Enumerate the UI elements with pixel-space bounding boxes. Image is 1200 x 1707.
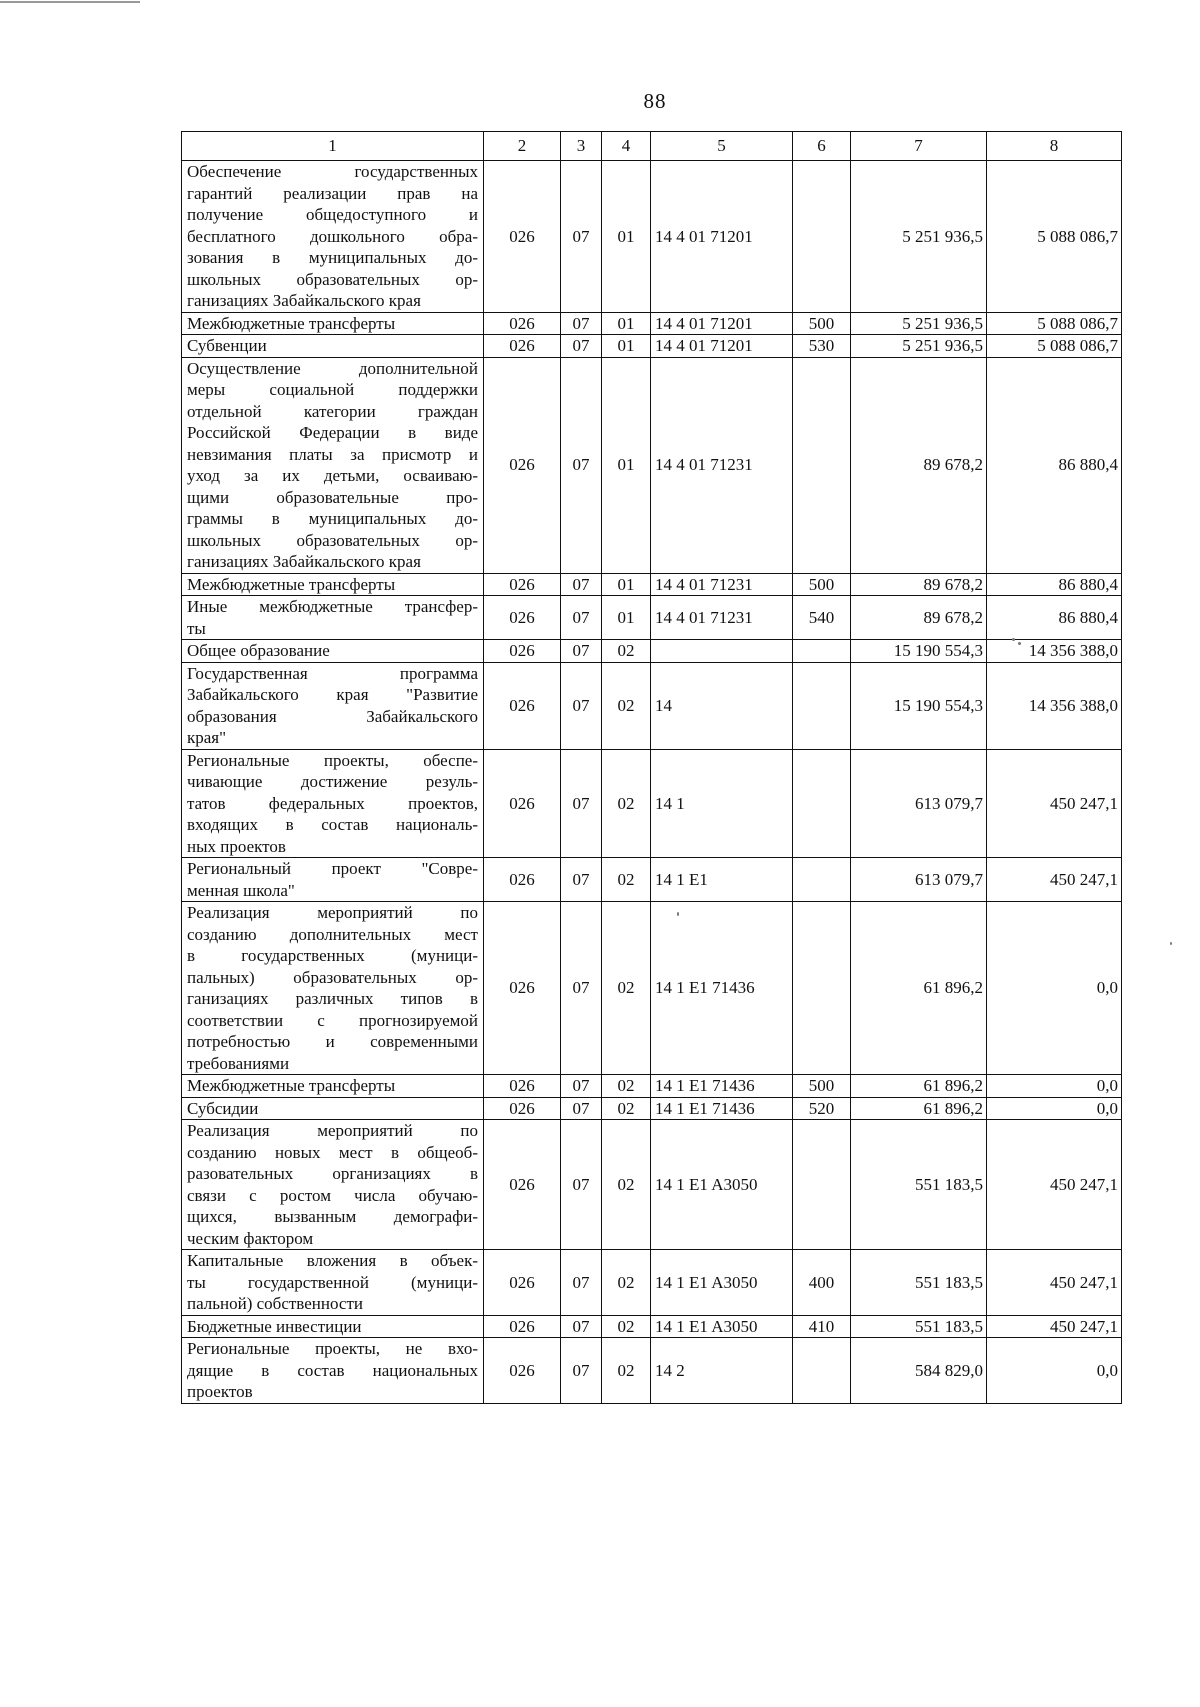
section-cell: 07 bbox=[561, 749, 602, 858]
table-row bbox=[182, 1120, 1122, 1250]
name-cell: Реализация мероприятий по созданию дополнительных мест в государственных (муници- пальных) образовательных ор- ганизациях различных типов в соответствии с прогнозируемой потребностью и современными требованиями bbox=[182, 902, 484, 1075]
admin-code-cell: 026 bbox=[484, 357, 561, 573]
table-row bbox=[182, 1097, 1122, 1120]
amount-year1-cell: 15 190 554,3 bbox=[851, 662, 987, 749]
subsection-cell: 02 bbox=[602, 1075, 651, 1098]
amount-year1-cell: 551 183,5 bbox=[851, 1120, 987, 1250]
amount-year2-cell: 450 247,1 bbox=[987, 1315, 1122, 1338]
expense-type-cell bbox=[793, 662, 851, 749]
scan-edge-line bbox=[0, 1, 140, 3]
amount-year2-cell: 5 088 086,7 bbox=[987, 161, 1122, 313]
admin-code-cell: 026 bbox=[484, 335, 561, 358]
table-row bbox=[182, 1315, 1122, 1338]
subsection-cell: 02 bbox=[602, 1338, 651, 1404]
amount-year1-cell: 584 829,0 bbox=[851, 1338, 987, 1404]
section-cell: 07 bbox=[561, 640, 602, 663]
target-article-cell: 14 1 E1 71436 bbox=[651, 1075, 793, 1098]
admin-code-cell: 026 bbox=[484, 161, 561, 313]
name-cell: Региональные проекты, обеспе- чивающие достижение резуль- татов федеральных проектов, входящих в состав националь- ных проектов bbox=[182, 749, 484, 858]
name-cell: Иные межбюджетные трансфер- ты bbox=[182, 596, 484, 640]
subsection-cell: 01 bbox=[602, 357, 651, 573]
expense-type-cell: 500 bbox=[793, 573, 851, 596]
expense-type-cell: 530 bbox=[793, 335, 851, 358]
table-row bbox=[182, 1250, 1122, 1316]
section-cell: 07 bbox=[561, 1315, 602, 1338]
section-cell: 07 bbox=[561, 662, 602, 749]
expense-type-cell bbox=[793, 749, 851, 858]
expense-type-cell bbox=[793, 902, 851, 1075]
amount-year1-cell: 61 896,2 bbox=[851, 902, 987, 1075]
name-cell: Осуществление дополнительной меры социальной поддержки отдельной категории граждан Российской Федерации в виде невзимания платы за присмотр и уход за их детьми, осваиваю- щими образовательные про- граммы в муниципальных до- школьных образовательных ор- ганизациях Забайкальского края bbox=[182, 357, 484, 573]
column-header-1: 1 bbox=[182, 132, 484, 161]
subsection-cell: 02 bbox=[602, 902, 651, 1075]
section-cell: 07 bbox=[561, 1075, 602, 1098]
table-row bbox=[182, 858, 1122, 902]
scan-speck bbox=[1170, 942, 1172, 945]
column-header-8: 8 bbox=[987, 132, 1122, 161]
target-article-cell: 14 4 01 71231 bbox=[651, 357, 793, 573]
amount-year1-cell: 61 896,2 bbox=[851, 1097, 987, 1120]
name-cell: Субвенции bbox=[182, 335, 484, 358]
name-cell: Межбюджетные трансферты bbox=[182, 573, 484, 596]
column-header-7: 7 bbox=[851, 132, 987, 161]
amount-year2-cell: 5 088 086,7 bbox=[987, 335, 1122, 358]
table-row bbox=[182, 312, 1122, 335]
target-article-cell: 14 1 E1 A3050 bbox=[651, 1250, 793, 1316]
column-header-2: 2 bbox=[484, 132, 561, 161]
subsection-cell: 01 bbox=[602, 161, 651, 313]
subsection-cell: 02 bbox=[602, 858, 651, 902]
amount-year1-cell: 5 251 936,5 bbox=[851, 312, 987, 335]
amount-year2-cell: 0,0 bbox=[987, 1097, 1122, 1120]
subsection-cell: 02 bbox=[602, 1097, 651, 1120]
table-row bbox=[182, 161, 1122, 313]
table-row bbox=[182, 573, 1122, 596]
amount-year2-cell: 86 880,4 bbox=[987, 573, 1122, 596]
expense-type-cell: 500 bbox=[793, 312, 851, 335]
expense-type-cell: 400 bbox=[793, 1250, 851, 1316]
subsection-cell: 02 bbox=[602, 749, 651, 858]
subsection-cell: 01 bbox=[602, 312, 651, 335]
amount-year2-cell: 14 356 388,0 bbox=[987, 640, 1122, 663]
amount-year2-cell: 86 880,4 bbox=[987, 596, 1122, 640]
table-row bbox=[182, 1075, 1122, 1098]
section-cell: 07 bbox=[561, 902, 602, 1075]
name-cell: Региональные проекты, не вхо- дящие в состав национальных проектов bbox=[182, 1338, 484, 1404]
table-row bbox=[182, 357, 1122, 573]
name-cell: Межбюджетные трансферты bbox=[182, 1075, 484, 1098]
admin-code-cell: 026 bbox=[484, 1097, 561, 1120]
admin-code-cell: 026 bbox=[484, 902, 561, 1075]
amount-year2-cell: 450 247,1 bbox=[987, 1120, 1122, 1250]
amount-year1-cell: 613 079,7 bbox=[851, 858, 987, 902]
scan-speck bbox=[1012, 638, 1015, 641]
table-row bbox=[182, 596, 1122, 640]
name-cell: Общее образование bbox=[182, 640, 484, 663]
section-cell: 07 bbox=[561, 1097, 602, 1120]
table-row bbox=[182, 335, 1122, 358]
subsection-cell: 01 bbox=[602, 335, 651, 358]
budget-table-body bbox=[182, 132, 1122, 1404]
table-row bbox=[182, 1338, 1122, 1404]
target-article-cell: 14 2 bbox=[651, 1338, 793, 1404]
column-header-5: 5 bbox=[651, 132, 793, 161]
table-header-row bbox=[182, 132, 1122, 161]
target-article-cell bbox=[651, 640, 793, 663]
column-header-6: 6 bbox=[793, 132, 851, 161]
expense-type-cell bbox=[793, 357, 851, 573]
amount-year2-cell: 0,0 bbox=[987, 1075, 1122, 1098]
amount-year1-cell: 89 678,2 bbox=[851, 357, 987, 573]
amount-year1-cell: 61 896,2 bbox=[851, 1075, 987, 1098]
target-article-cell: 14 4 01 71231 bbox=[651, 573, 793, 596]
name-cell: Капитальные вложения в объек- ты государственной (муници- пальной) собственности bbox=[182, 1250, 484, 1316]
section-cell: 07 bbox=[561, 573, 602, 596]
target-article-cell: 14 1 E1 bbox=[651, 858, 793, 902]
expense-type-cell: 410 bbox=[793, 1315, 851, 1338]
amount-year1-cell: 551 183,5 bbox=[851, 1250, 987, 1316]
amount-year1-cell: 89 678,2 bbox=[851, 596, 987, 640]
amount-year2-cell: 86 880,4 bbox=[987, 357, 1122, 573]
expense-type-cell bbox=[793, 1338, 851, 1404]
target-article-cell: 14 4 01 71201 bbox=[651, 312, 793, 335]
scan-speck bbox=[1018, 642, 1021, 645]
name-cell: Субсидии bbox=[182, 1097, 484, 1120]
expense-type-cell bbox=[793, 161, 851, 313]
table-row bbox=[182, 749, 1122, 858]
section-cell: 07 bbox=[561, 357, 602, 573]
subsection-cell: 02 bbox=[602, 1120, 651, 1250]
subsection-cell: 02 bbox=[602, 662, 651, 749]
table-row bbox=[182, 640, 1122, 663]
admin-code-cell: 026 bbox=[484, 749, 561, 858]
name-cell: Бюджетные инвестиции bbox=[182, 1315, 484, 1338]
amount-year1-cell: 89 678,2 bbox=[851, 573, 987, 596]
admin-code-cell: 026 bbox=[484, 312, 561, 335]
target-article-cell: 14 bbox=[651, 662, 793, 749]
subsection-cell: 01 bbox=[602, 573, 651, 596]
table-row bbox=[182, 662, 1122, 749]
target-article-cell: 14 1 E1 A3050 bbox=[651, 1120, 793, 1250]
section-cell: 07 bbox=[561, 312, 602, 335]
subsection-cell: 02 bbox=[602, 1250, 651, 1316]
expense-type-cell: 540 bbox=[793, 596, 851, 640]
name-cell: Реализация мероприятий по созданию новых мест в общеоб- разовательных организациях в связи с ростом числа обучаю- щихся, вызванным демографи- ческим фактором bbox=[182, 1120, 484, 1250]
amount-year2-cell: 450 247,1 bbox=[987, 858, 1122, 902]
amount-year2-cell: 450 247,1 bbox=[987, 1250, 1122, 1316]
amount-year1-cell: 613 079,7 bbox=[851, 749, 987, 858]
admin-code-cell: 026 bbox=[484, 1120, 561, 1250]
name-cell: Региональный проект "Совре- менная школа" bbox=[182, 858, 484, 902]
amount-year2-cell: 450 247,1 bbox=[987, 749, 1122, 858]
admin-code-cell: 026 bbox=[484, 1315, 561, 1338]
section-cell: 07 bbox=[561, 596, 602, 640]
amount-year1-cell: 5 251 936,5 bbox=[851, 335, 987, 358]
section-cell: 07 bbox=[561, 1250, 602, 1316]
column-header-4: 4 bbox=[602, 132, 651, 161]
target-article-cell: 14 1 E1 71436 bbox=[651, 902, 793, 1075]
admin-code-cell: 026 bbox=[484, 640, 561, 663]
target-article-cell: 14 4 01 71201 bbox=[651, 335, 793, 358]
target-article-cell: 14 4 01 71201 bbox=[651, 161, 793, 313]
amount-year2-cell: 0,0 bbox=[987, 902, 1122, 1075]
table-row bbox=[182, 902, 1122, 1075]
amount-year1-cell: 15 190 554,3 bbox=[851, 640, 987, 663]
admin-code-cell: 026 bbox=[484, 1338, 561, 1404]
section-cell: 07 bbox=[561, 1120, 602, 1250]
subsection-cell: 01 bbox=[602, 596, 651, 640]
section-cell: 07 bbox=[561, 858, 602, 902]
admin-code-cell: 026 bbox=[484, 1250, 561, 1316]
expense-type-cell: 520 bbox=[793, 1097, 851, 1120]
subsection-cell: 02 bbox=[602, 1315, 651, 1338]
expense-type-cell bbox=[793, 1120, 851, 1250]
target-article-cell: 14 1 bbox=[651, 749, 793, 858]
expense-type-cell bbox=[793, 858, 851, 902]
admin-code-cell: 026 bbox=[484, 662, 561, 749]
column-header-3: 3 bbox=[561, 132, 602, 161]
section-cell: 07 bbox=[561, 161, 602, 313]
page-number: 88 bbox=[643, 89, 667, 113]
target-article-cell: 14 4 01 71231 bbox=[651, 596, 793, 640]
target-article-cell: 14 1 E1 A3050 bbox=[651, 1315, 793, 1338]
amount-year1-cell: 551 183,5 bbox=[851, 1315, 987, 1338]
section-cell: 07 bbox=[561, 335, 602, 358]
expense-type-cell: 500 bbox=[793, 1075, 851, 1098]
scan-speck bbox=[677, 912, 679, 916]
subsection-cell: 02 bbox=[602, 640, 651, 663]
admin-code-cell: 026 bbox=[484, 573, 561, 596]
target-article-cell: 14 1 E1 71436 bbox=[651, 1097, 793, 1120]
section-cell: 07 bbox=[561, 1338, 602, 1404]
amount-year1-cell: 5 251 936,5 bbox=[851, 161, 987, 313]
name-cell: Обеспечение государственных гарантий реализации прав на получение общедоступного и бесплатного дошкольного обра- зования в муниципальных до- школьных образовательных ор- ганизациях Забайкальского края bbox=[182, 161, 484, 313]
amount-year2-cell: 14 356 388,0 bbox=[987, 662, 1122, 749]
admin-code-cell: 026 bbox=[484, 1075, 561, 1098]
budget-table bbox=[181, 131, 1122, 1404]
admin-code-cell: 026 bbox=[484, 858, 561, 902]
name-cell: Межбюджетные трансферты bbox=[182, 312, 484, 335]
expense-type-cell bbox=[793, 640, 851, 663]
admin-code-cell: 026 bbox=[484, 596, 561, 640]
amount-year2-cell: 5 088 086,7 bbox=[987, 312, 1122, 335]
name-cell: Государственная программа Забайкальского края "Развитие образования Забайкальского края" bbox=[182, 662, 484, 749]
amount-year2-cell: 0,0 bbox=[987, 1338, 1122, 1404]
